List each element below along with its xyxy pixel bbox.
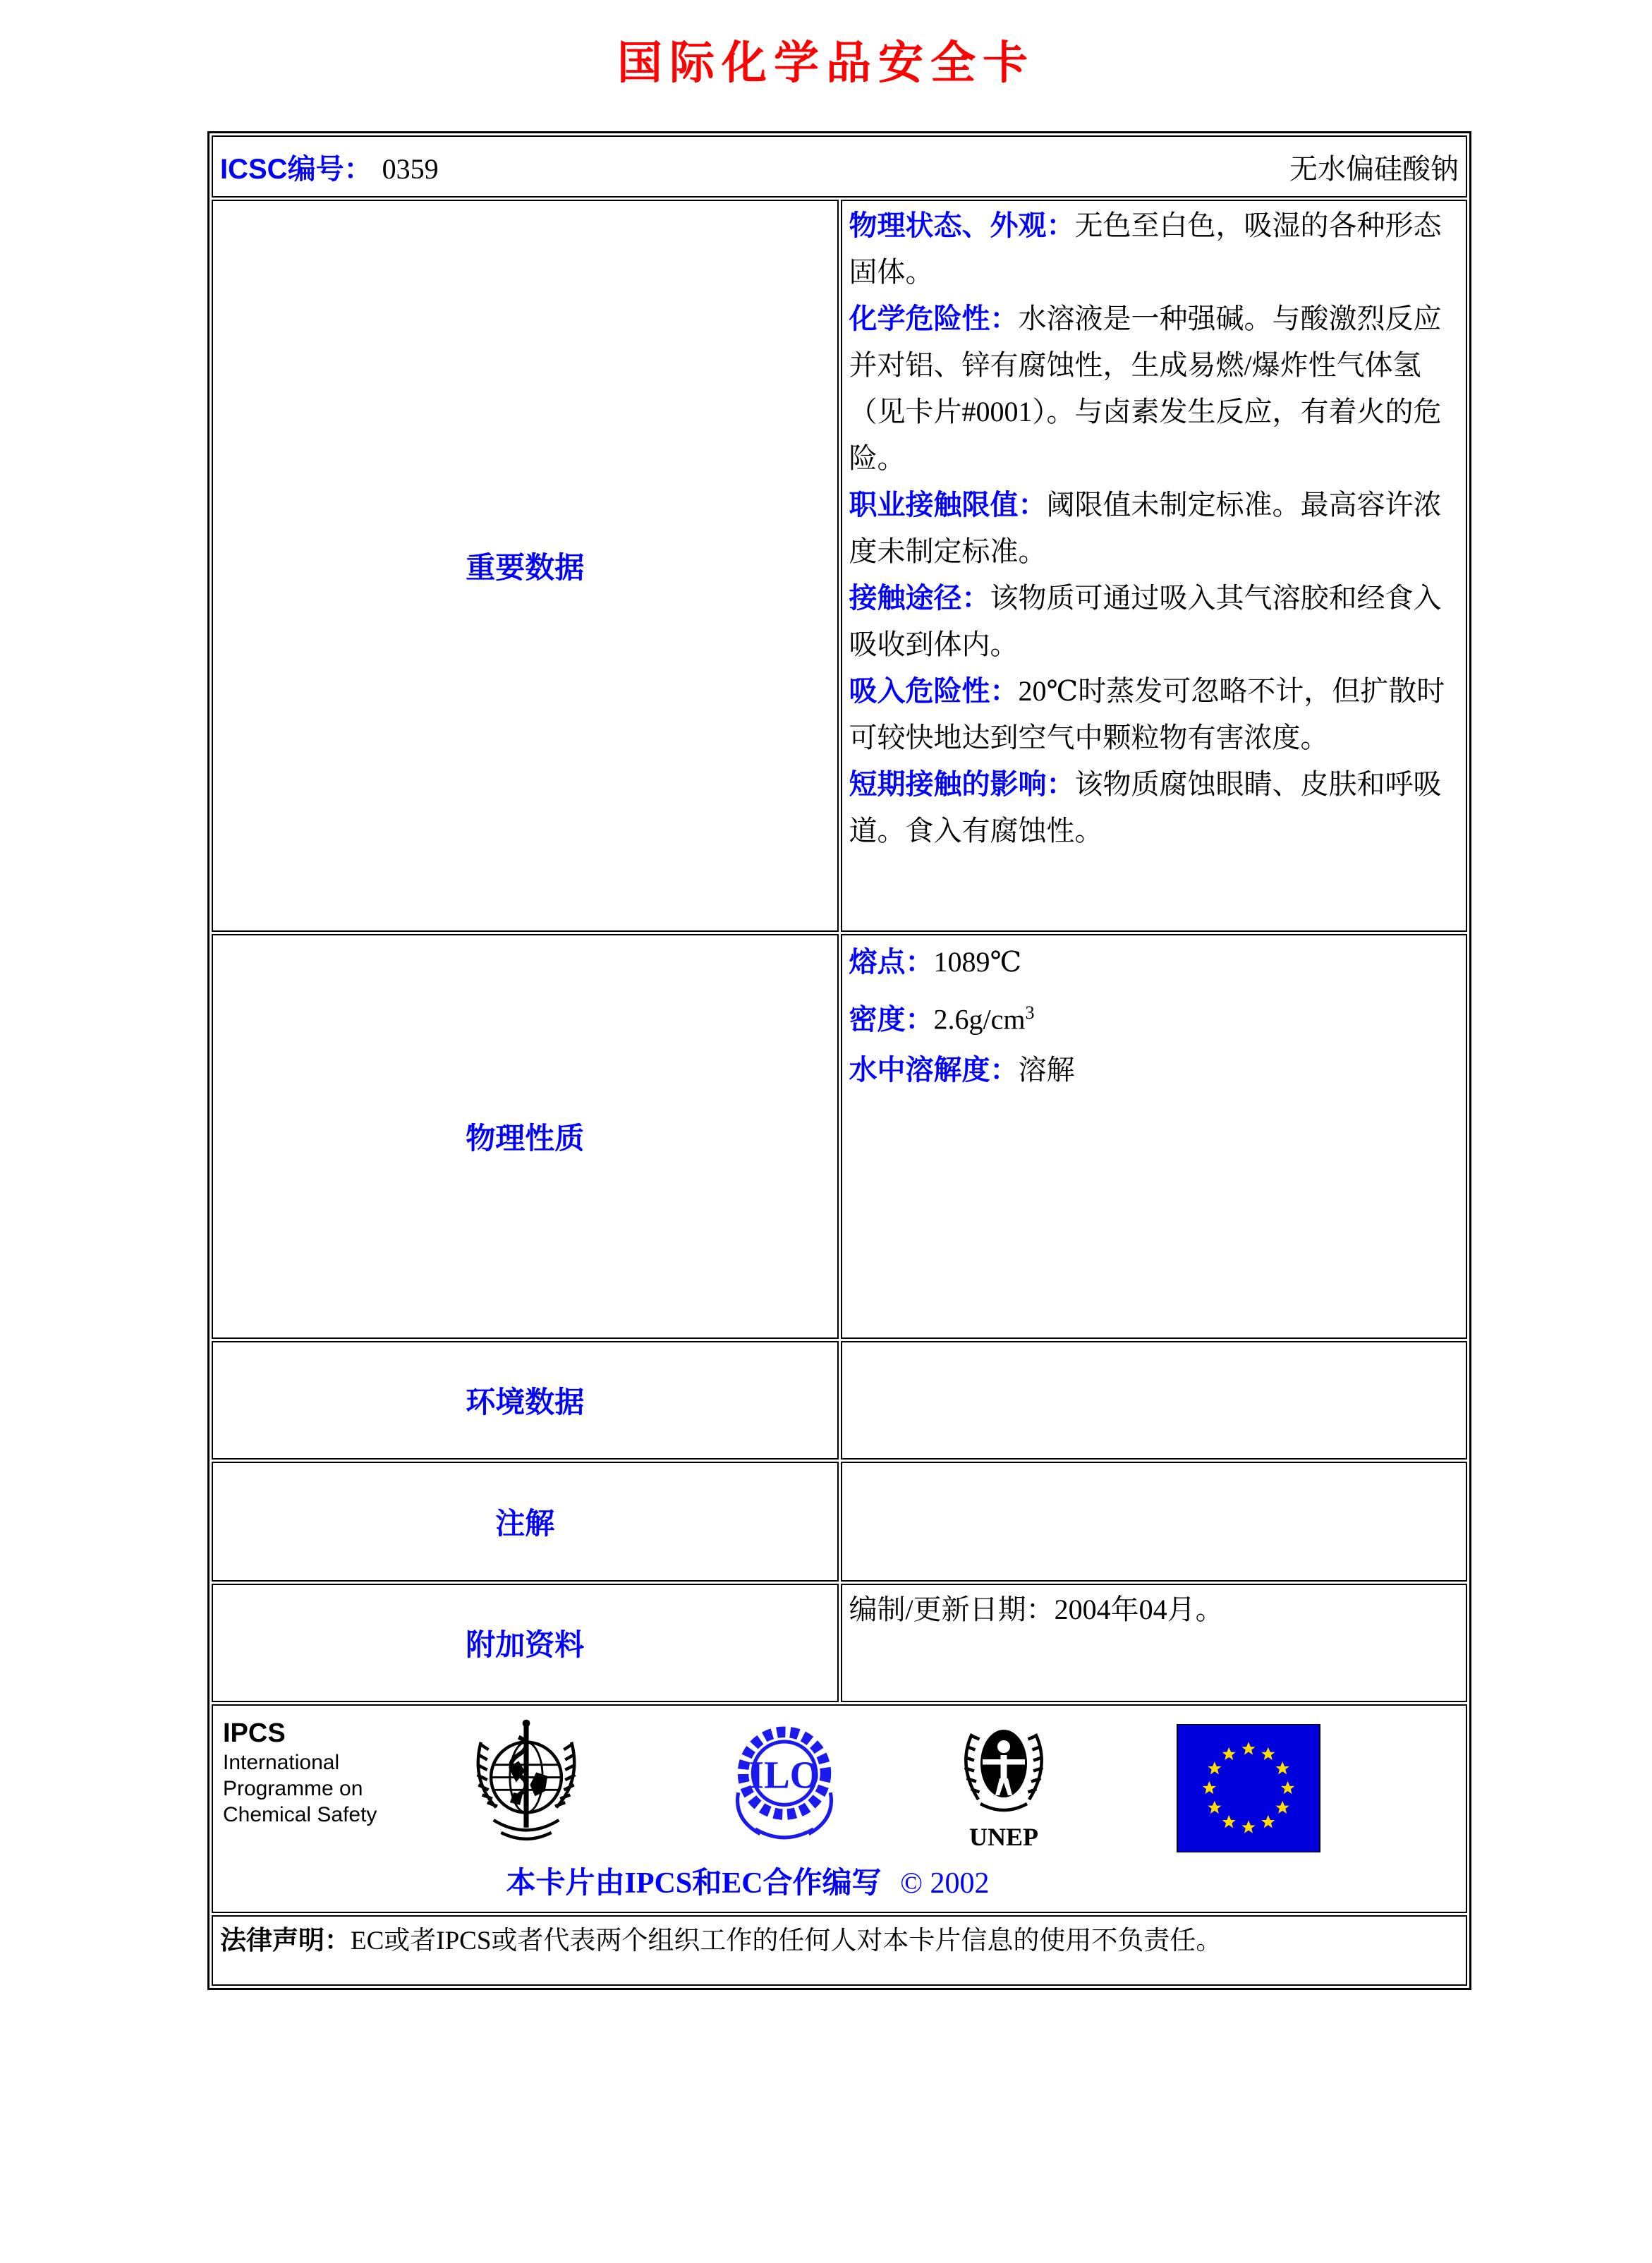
logos-cell — [212, 1704, 1467, 1913]
exposure-route-item — [849, 575, 1459, 668]
item-label: 物理状态、外观： — [849, 210, 1075, 241]
legal-row — [212, 1915, 1467, 1986]
physical-properties-row — [212, 934, 1467, 1339]
legal-text: EC或者IPCS或者代表两个组织工作的任何人对本卡片信息的使用不负责任。 — [351, 1927, 1222, 1955]
water-solubility-item — [849, 1045, 1459, 1096]
section-label: 物理性质 — [466, 1122, 585, 1155]
physical-properties-label-cell — [212, 934, 839, 1339]
header-cell — [212, 135, 1467, 198]
environmental-data-content-cell — [841, 1341, 1468, 1460]
item-label: 接触途径： — [849, 583, 990, 614]
item-label: 职业接触限值： — [849, 490, 1047, 521]
ipcs-line3: Chemical Safety — [223, 1803, 377, 1826]
additional-info-row — [212, 1584, 1467, 1702]
exposure-limit-item — [849, 482, 1459, 575]
ipcs-acronym: IPCS — [223, 1718, 286, 1748]
legal-label: 法律声明： — [220, 1926, 351, 1955]
update-date-item: 编制/更新日期：2004年04月。 — [849, 1594, 1224, 1625]
who-logo-icon — [463, 1717, 590, 1859]
ipcs-line1: International — [223, 1751, 340, 1774]
logos-row — [212, 1704, 1467, 1913]
legal-cell — [212, 1915, 1467, 1986]
ilo-logo-icon — [724, 1717, 845, 1848]
item-label: 化学危险性： — [849, 303, 1019, 334]
chemical-danger-item — [849, 296, 1459, 482]
section-label: 附加资料 — [466, 1628, 585, 1661]
footer-caption — [220, 1859, 1275, 1902]
notes-label-cell — [212, 1462, 839, 1582]
short-term-effect-item — [849, 761, 1459, 854]
physical-properties-content-cell — [841, 934, 1468, 1339]
item-label: 水中溶解度： — [849, 1055, 1019, 1086]
important-data-content-cell — [841, 200, 1468, 932]
ilo-label-glyph: ILO — [748, 1753, 820, 1797]
item-text: 该物质腐蚀眼睛、皮肤和呼吸道。食入有腐蚀性。 — [849, 768, 1442, 847]
unep-logo-icon — [951, 1717, 1057, 1852]
ipcs-text-block — [220, 1717, 435, 1828]
item-label: 吸入危险性： — [849, 676, 1019, 707]
density-item — [849, 988, 1459, 1045]
environmental-data-label-cell — [212, 1341, 839, 1460]
inhalation-risk-item — [849, 668, 1459, 761]
item-label: 密度： — [849, 1004, 934, 1036]
substance-name: 无水偏硅酸钠 — [1289, 152, 1459, 185]
ipcs-line2: Programme on — [223, 1777, 363, 1800]
item-text: 1089℃ — [933, 946, 1022, 978]
item-label: 短期接触的影响： — [849, 769, 1075, 800]
density-superscript: 3 — [1025, 1002, 1035, 1023]
item-text: 水溶液是一种强碱。与酸激烈反应并对铝、锌有腐蚀性，生成易燃/爆炸性气体氢（见卡片#0001）。与卤素发生反应，有着火的危险。 — [849, 303, 1442, 474]
important-data-row — [212, 200, 1467, 932]
unep-label: UNEP — [969, 1823, 1038, 1851]
item-text: 该物质可通过吸入其气溶胶和经食入吸收到体内。 — [849, 582, 1442, 660]
section-label: 环境数据 — [466, 1385, 585, 1419]
physical-state-item — [849, 202, 1459, 296]
header-row — [212, 135, 1467, 198]
notes-content-cell — [841, 1462, 1468, 1582]
page-title: 国际化学品安全卡 — [617, 38, 1035, 88]
additional-info-content-cell — [841, 1584, 1468, 1702]
icsc-number-label: ICSC编号： — [220, 153, 372, 185]
icsc-number-value: 0359 — [382, 152, 439, 185]
environmental-data-row — [212, 1341, 1467, 1460]
important-data-label-cell — [212, 200, 839, 932]
additional-info-label-cell — [212, 1584, 839, 1702]
notes-row — [212, 1462, 1467, 1582]
item-label: 熔点： — [849, 947, 934, 978]
copyright-text: © 2002 — [900, 1867, 990, 1900]
item-text: 阈限值未制定标准。最高容许浓度未制定标准。 — [849, 489, 1442, 567]
icsc-number — [220, 147, 439, 187]
item-text: 无色至白色，吸湿的各种形态固体。 — [849, 210, 1442, 288]
section-label: 重要数据 — [466, 551, 585, 584]
section-label: 注解 — [495, 1507, 555, 1540]
cooperation-caption: 本卡片由IPCS和EC合作编写 — [506, 1867, 882, 1900]
melting-point-item — [849, 937, 1459, 988]
icsc-card-table — [207, 131, 1471, 1990]
item-text: 溶解 — [1018, 1054, 1075, 1086]
item-text: 2.6g/cm — [933, 1003, 1026, 1036]
eu-flag-icon — [1177, 1724, 1320, 1856]
item-text: 20℃时蒸发可忽略不计，但扩散时可较快地达到空气中颗粒物有害浓度。 — [849, 675, 1445, 753]
